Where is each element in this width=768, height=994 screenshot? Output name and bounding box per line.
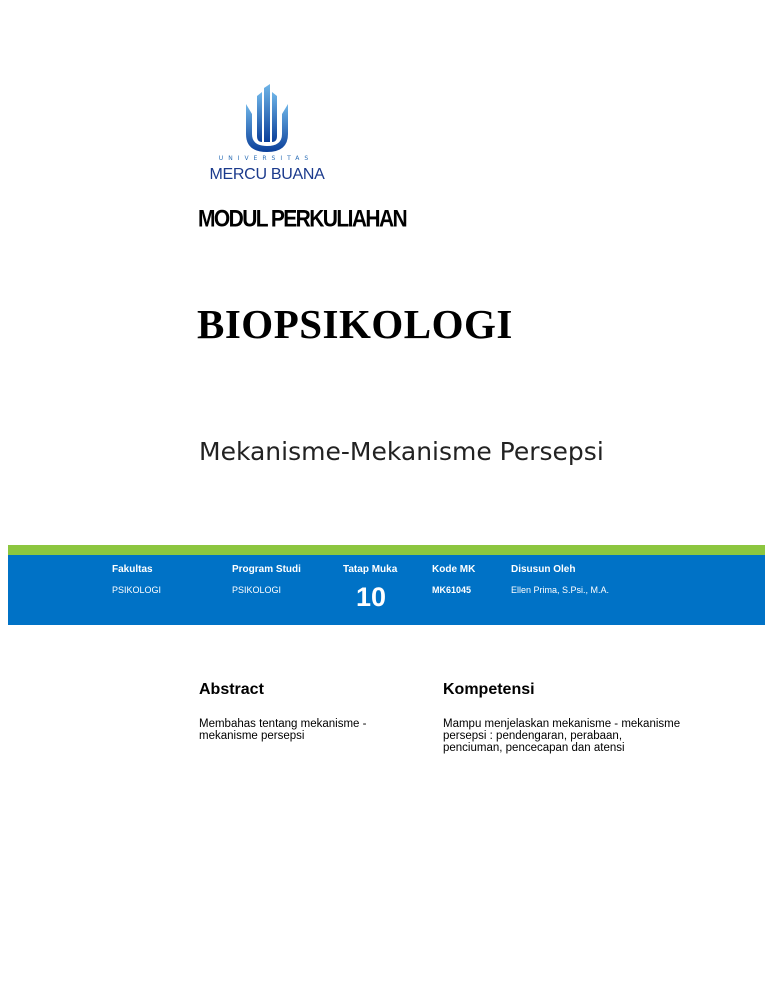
abstract-heading: Abstract	[199, 681, 264, 698]
kompetensi-text: Mampu menjelaskan mekanisme - mekanisme persepsi : pendengaran, perabaan, penciuman, pencecapan dan atensi	[443, 718, 681, 754]
fakultas-value: PSIKOLOGI	[112, 585, 162, 595]
kode-mk-label: Kode MK	[432, 564, 476, 575]
university-small-label: UNIVERSITAS	[218, 155, 314, 162]
abstract-text: Membahas tentang mekanisme - mekanisme persepsi	[199, 718, 367, 742]
tatap-muka-value: 10	[356, 582, 387, 612]
disusun-oleh-label: Disusun Oleh	[511, 564, 576, 575]
university-name: MERCU BUANA	[209, 166, 325, 183]
logo-mark-icon	[198, 84, 336, 156]
kompetensi-heading: Kompetensi	[443, 681, 535, 698]
program-studi-value: PSIKOLOGI	[232, 585, 282, 595]
fakultas-label: Fakultas	[112, 564, 153, 575]
kode-mk-value: MK61045	[432, 585, 472, 595]
modul-label: MODUL PERKULIAHAN	[198, 206, 407, 233]
tatap-muka-label: Tatap Muka	[343, 564, 398, 575]
disusun-oleh-value: Ellen Prima, S.Psi., M.A.	[511, 585, 610, 595]
program-studi-label: Program Studi	[232, 564, 301, 575]
green-stripe	[8, 545, 765, 555]
page-title: BIOPSIKOLOGI	[197, 301, 513, 347]
page-subtitle: Mekanisme-Mekanisme Persepsi	[199, 437, 604, 466]
info-band	[8, 555, 765, 625]
